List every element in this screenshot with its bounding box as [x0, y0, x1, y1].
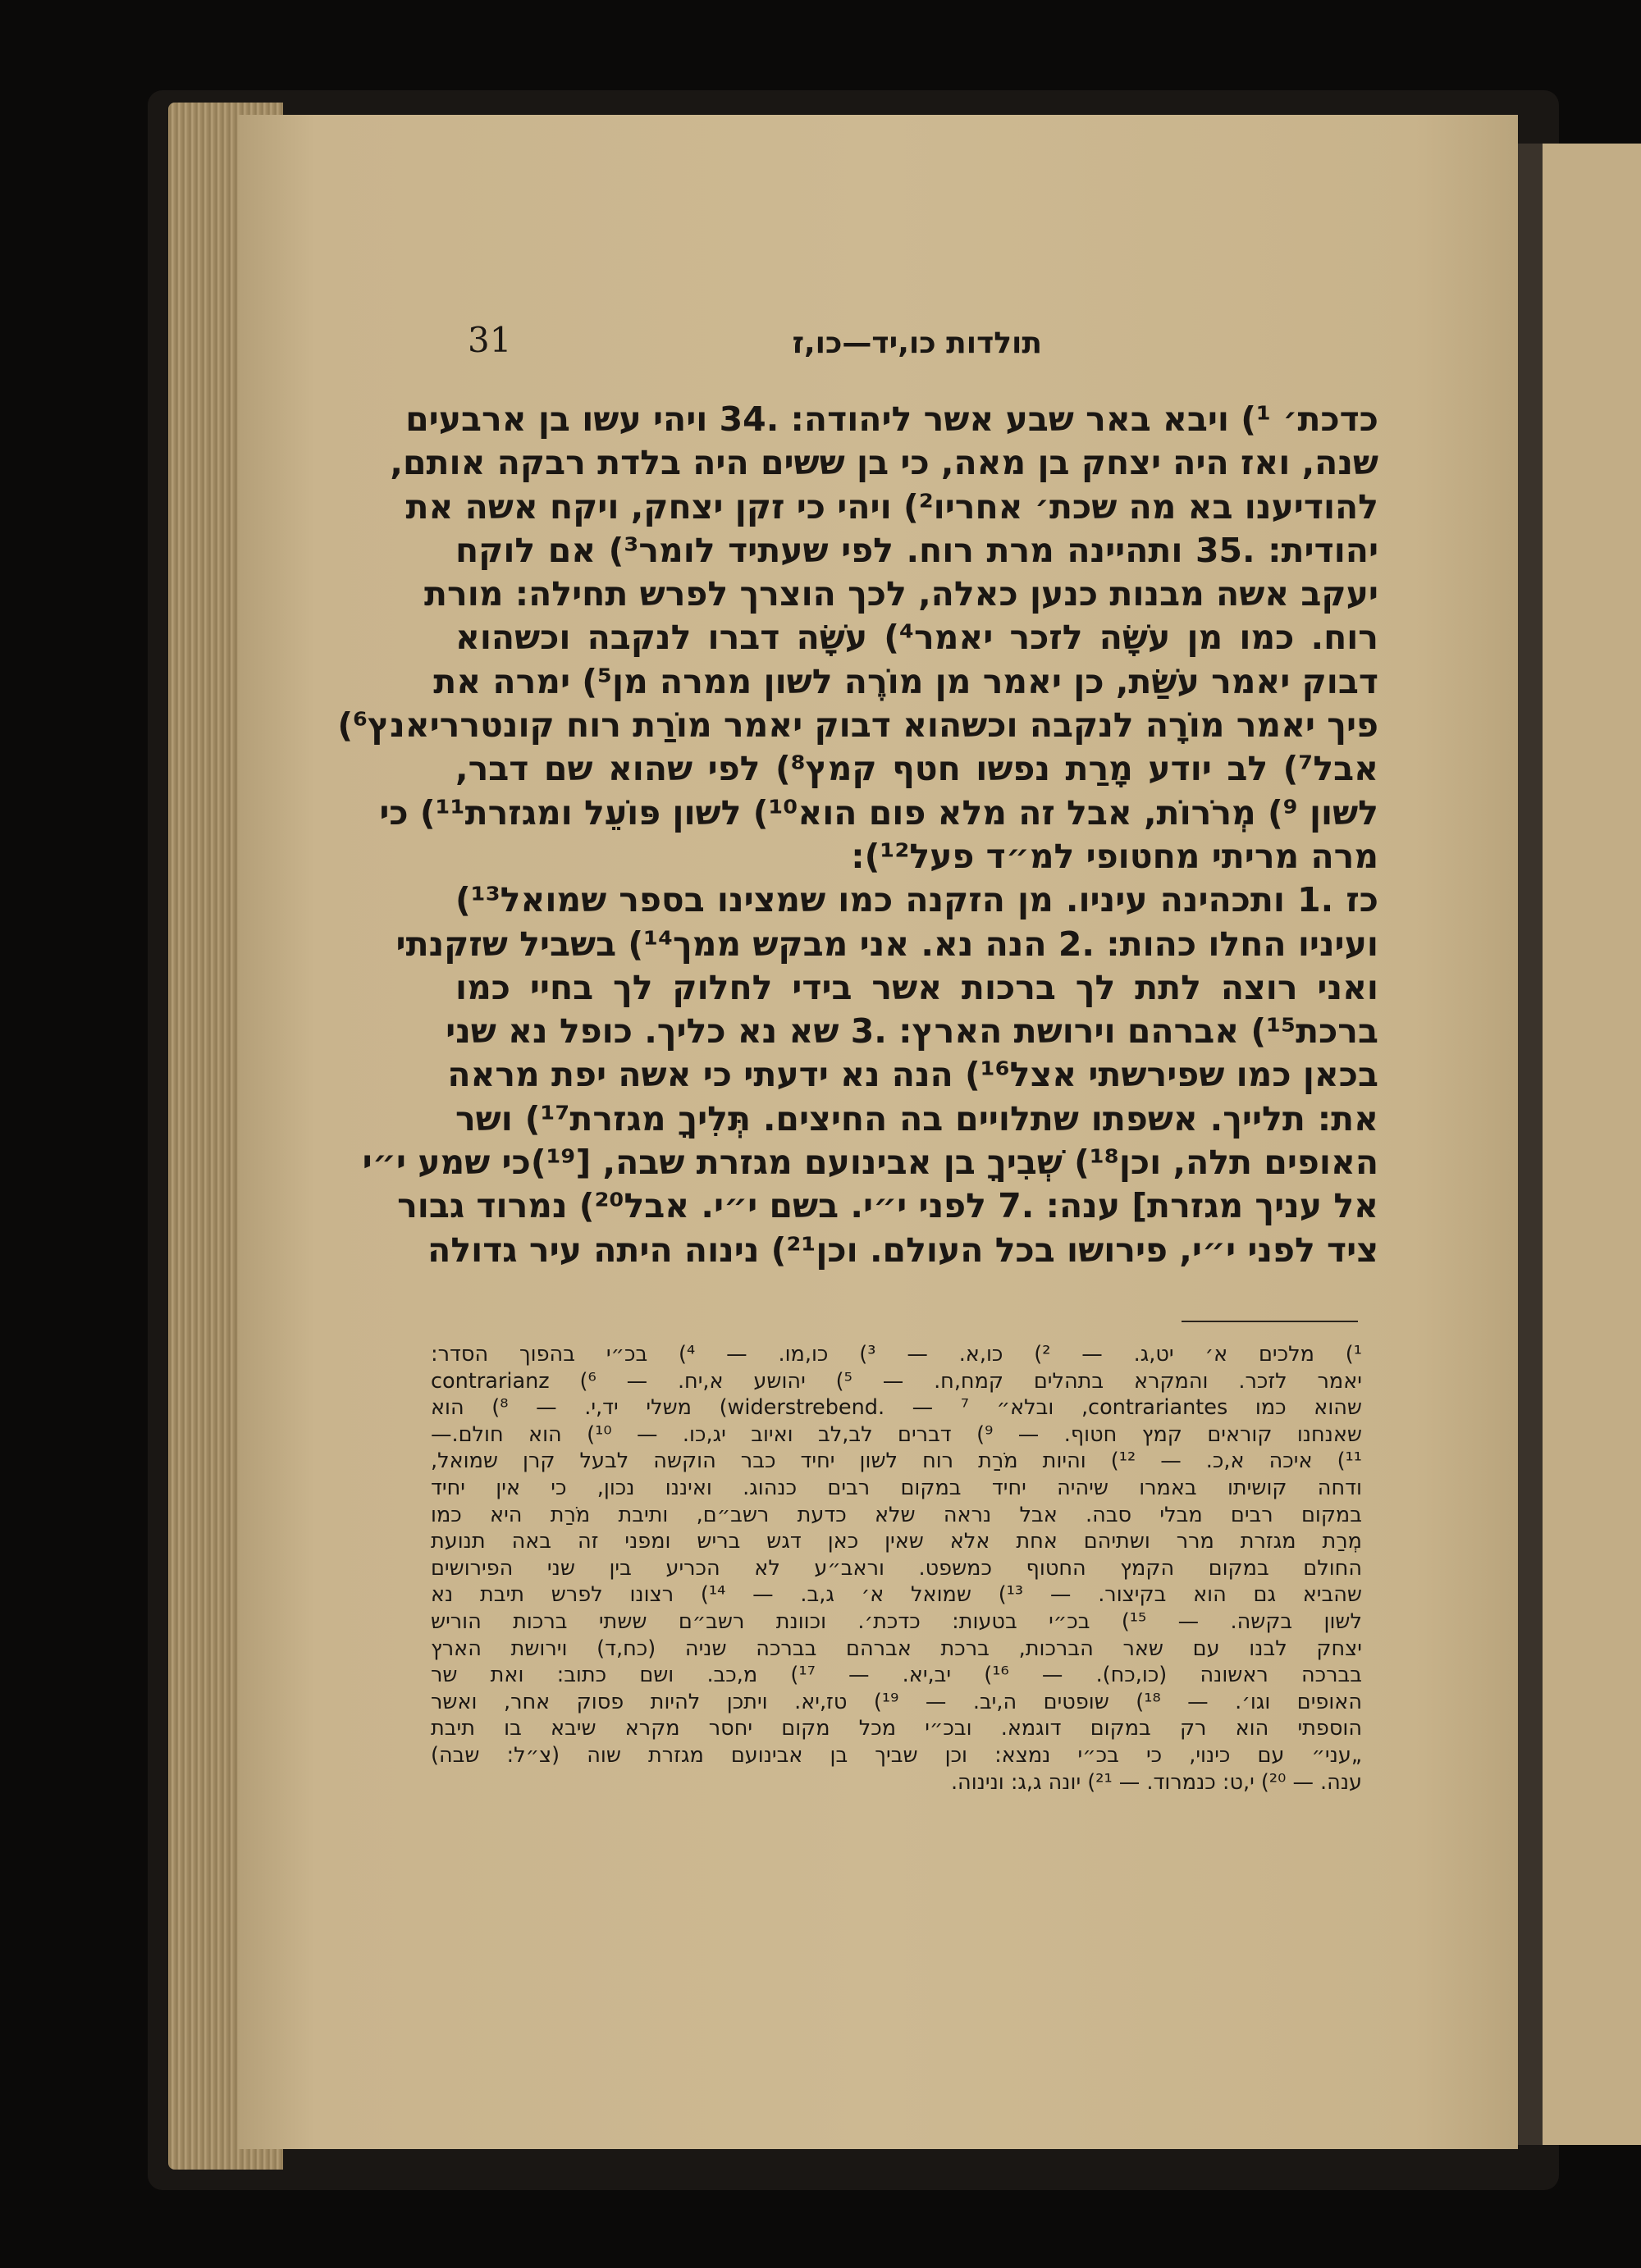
footnote-line: יאמר לזכר. והמקרא בתהלים קמח,ח. — ⁵) יהושע א,יח. — ⁶) contrarianz	[431, 1368, 1362, 1394]
footnote-line: הוספתי הוא רק במקום דוגמא. ובכ״י מכל מקום יחסר מקרא שיבא בו תיבת	[431, 1716, 1362, 1741]
running-title: תולדות כו,יד—כו,ז	[792, 326, 1042, 360]
footnote-line: שאנחנו קוראים קמץ חטוף. — ⁹) דברים לב,לב ואיוב יג,כו. — ¹⁰) הוא חולם.—	[431, 1421, 1362, 1447]
text-line: כז .1 ותכהינה עיניו. מן הזקנה כמו שמצינו בספר שמואל¹³)	[455, 880, 1378, 920]
footnote-line: שהביא גם הוא בקיצור. — ¹³) שמואל א׳ ג,ב. — ¹⁴) רצונו לפרש תיבת נא	[431, 1582, 1362, 1608]
page-number: 31	[468, 320, 512, 360]
text-line: פיך יאמר מוֹרָה לנקבה וכשהוא דבוק יאמר מוֹרַת רוח קונטרריאנץ⁶)	[337, 705, 1378, 746]
text-line: דבוק יאמר עֹשַׂת, כן יאמר מן מוֹרֶה לשון ממרה מן⁵) ימרה את	[433, 661, 1378, 701]
text-line: ואני רוצה לתת לך ברכות אשר בידי לחלוק לך בחיי כמו	[455, 967, 1378, 1007]
text-line: להודיענו בא מה שכת׳ אחריו²) ויהי כי זקן יצחק, ויקח אשה את	[405, 486, 1378, 527]
text-line: רוח. כמו מן עֹשָׂה לזכר יאמר⁴) עֹשָׂה דברו לנקבה וכשהוא	[455, 618, 1378, 658]
footnote-line: האופים וגו׳. — ¹⁸) שופטים ה,יב. — ¹⁹) טז,יא. ויתכן להיות פסוק אחר, ואשר	[431, 1689, 1362, 1714]
footnote-line: ודחה קושיתו באמרו שיהיה יחיד במקום רבים כנהוג. ואיננו נכון, כי אין יחיד	[431, 1475, 1362, 1500]
right-page-edge	[1543, 144, 1641, 2145]
footnote-line: ¹) מלכים א׳ יט,ג. — ²) כו,א. — ³) כו,מו. — ⁴) בכ״י בהפוך הסדר:	[431, 1342, 1362, 1367]
page-header	[459, 320, 1370, 377]
text-line: יהודית: .35 ותהיינה מרת רוח. לפי שעתיד לומר³) אם לוקח	[455, 530, 1379, 570]
text-line: אל עניך מגזרת] ענה: .7 לפני י״י. בשם י״י. אבל²⁰) נמרוד גבור	[397, 1186, 1378, 1226]
footnote-separator	[1182, 1321, 1358, 1322]
text-line: בכאן כמו שפירשתי אצל¹⁶) הנה נא ידעתי כי אשה יפת מראה	[447, 1055, 1378, 1095]
text-line: יעקב אשה מבנות כנען כאלה, לכך הוצרך לפרש תחילה: מורת	[424, 574, 1378, 614]
text-line: שנה, ואז היה יצחק בן מאה, כי בן ששים היה בלדת רבקה אותם,	[390, 443, 1378, 483]
text-line: האופים תלה, וכן¹⁸) שְׁבִיךָ בן אבינועם מגזרת שבה, [¹⁹)כי שמע י״י	[362, 1143, 1378, 1183]
text-line: ברכת¹⁵) אברהם וירושת הארץ: .3 שא נא כליך. כופל נא שני	[446, 1011, 1378, 1052]
footnote-line: במקום רבים מבלי סבה. אבל נראה שלא כדעת רשב״ם, ותיבת מֹרַת היא כמו	[431, 1502, 1362, 1527]
text-line: מרה מריתי מחטופי למ״ד פעל¹²):	[851, 836, 1378, 876]
footnote-line: לשון בקשה. — ¹⁵) בכ״י בטעות: כדכת׳. וכוונת רשב״ם ששתי ברכות הוריש	[431, 1609, 1362, 1634]
footnote-line: החולם במקום הקמץ החטוף כמשפט. וראב״ע לא הכריע בין שני הפירושים	[431, 1555, 1362, 1581]
text-line: אבל⁷) לב יודע מָרַת נפשו חטף קמץ⁸) לפי שהוא שם דבר,	[455, 749, 1378, 789]
footnote-line: יצחק לבנו עם שאר הברכות, ברכת אברהם בברכה שניה (כח,ד) וירושת הארץ	[431, 1636, 1362, 1661]
text-line: ועיניו החלו כהות: .2 הנה נא. אני מבקש ממך¹⁴) בשביל שזקנתי	[395, 924, 1378, 964]
text-line: ציד לפני י״י, פירושו בכל העולם. וכן²¹) נינוה היתה עיר גדולה	[427, 1230, 1378, 1270]
footnote-line: שהוא כמו contrariantes, ובלא״ widerstrebend. — ⁷) משלי יד,י. — ⁸) הוא	[431, 1395, 1362, 1421]
footnote-line: ¹¹) איכה א,כ. — ¹²) והיות מֹרַת רוח לשון יחיד כבר הוקשה לבעל קרן שמואל,	[431, 1449, 1362, 1474]
text-line: את: תלייך. אשפתו שתלויים בה החיצים. תְּלִיךָ מגזרת¹⁷) ושר	[455, 1098, 1378, 1139]
footnote-line: „עני״ עם כינוי, כי בכ״י נמצא: וכן שביך בן אבינועם מגזרת שוה (צ״ל: שבה)	[431, 1742, 1362, 1768]
footnote-line: מְרַת מגזרת מרר ושתיהם אחת אלא שאין כאן דגש בריש ומפני זה באה תנועת	[431, 1529, 1362, 1554]
text-line: כדכת׳ ¹) ויבא באר שבע אשר ליהודה: .34 ויהי עשו בן ארבעים	[405, 399, 1378, 439]
footnote-line: בברכה ראשונה (כו,כח). — ¹⁶) יב,יא. — ¹⁷) מ,כב. ושם כתוב: ואת שר	[431, 1663, 1362, 1688]
footnotes	[431, 1341, 1362, 1796]
main-text	[337, 398, 1379, 1272]
footnote-line: ענה. — ²⁰) י,ט: כנמרוד. — ²¹) יונה ג,ג: ונינוה.	[950, 1769, 1362, 1795]
text-line: לשון ⁹) מְרֹרוֹת, אבל זה מלא פום הוא¹⁰) לשון פּוֹעֵל ומגזרת¹¹) כי	[379, 792, 1378, 833]
